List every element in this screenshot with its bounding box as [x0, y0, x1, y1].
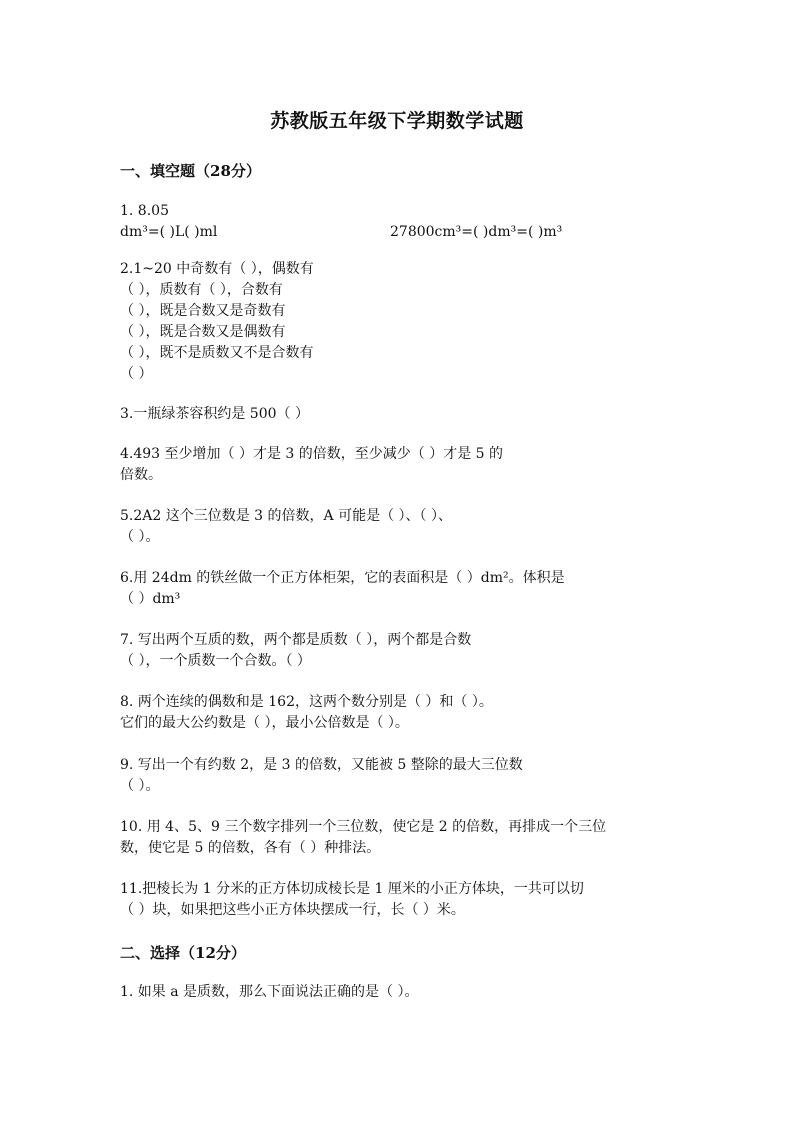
- question-10-line1: 10. 用 4、5、9 三个数字排列一个三位数，使它是 2 的倍数，再排成一个三位: [120, 819, 607, 835]
- question-2-line6: （ ）: [120, 366, 153, 382]
- question-2-line3: （ ），既是合数又是奇数有: [120, 303, 286, 319]
- question-9-line2: （ ）。: [120, 778, 160, 794]
- question-4: [120, 444, 680, 486]
- page-title: 苏教版五年级下学期数学试题: [270, 110, 524, 132]
- question-11-line1: 11.把棱长为 1 分米的正方体切成棱长是 1 厘米的小正方体块，一共可以切: [120, 881, 584, 897]
- section-heading-choice: 二、选择（12分）: [120, 944, 246, 962]
- question-7: [120, 630, 680, 672]
- question-8-line1: 8. 两个连续的偶数和是 162，这两个数分别是（ ）和（ ）。: [120, 694, 493, 710]
- question-9-line1: 9. 写出一个有约数 2，是 3 的倍数，又能被 5 整除的最大三位数: [120, 757, 523, 773]
- question-2: [120, 259, 680, 385]
- question-1: [120, 201, 680, 243]
- section-heading-fill-blank: 一、填空题（28分）: [120, 162, 261, 180]
- question-11-line2: （ ）块，如果把这些小正方体块摆成一行，长（ ）米。: [120, 902, 465, 918]
- question-2-line1: 2.1~20 中奇数有（ ），偶数有: [120, 261, 314, 277]
- question-11: [120, 879, 680, 921]
- question-1-line2: [120, 222, 680, 243]
- question-7-line2: （ ），一个质数一个合数。（ ）: [120, 653, 311, 669]
- question-2-line4: （ ），既是合数又是偶数有: [120, 324, 286, 340]
- question-3: [120, 404, 680, 425]
- question-7-line1: 7. 写出两个互质的数，两个都是质数（ ），两个都是合数: [120, 632, 472, 648]
- question-2-line2: （ ），质数有（ ），合数有: [120, 282, 283, 298]
- question-2-line5: （ ），既不是质数又不是合数有: [120, 345, 314, 361]
- question-1-line2-part-b: 27800cm³=( )dm³=( )m³: [390, 224, 563, 240]
- question-5-line1: 5.2A2 这个三位数是 3 的倍数，A 可能是（ ）、（ ）、: [120, 508, 452, 524]
- question-10: [120, 817, 680, 859]
- question-6: [120, 568, 680, 610]
- question-1-line1: 1. 8.05: [120, 203, 169, 219]
- choice-question-1-line1: 1. 如果 a 是质数，那么下面说法正确的是（ ）。: [120, 984, 419, 1000]
- question-6-line1: 6.用 24dm 的铁丝做一个正方体柜架，它的表面积是（ ）dm²。体积是: [120, 570, 565, 586]
- question-3-line1: 3.一瓶绿茶容积约是 500（ ）: [120, 406, 309, 422]
- question-1-line2-part-a: dm³=( )L( )ml: [120, 224, 218, 240]
- question-9: [120, 755, 680, 797]
- question-8-line2: 它们的最大公约数是（ ），最小公倍数是（ ）。: [120, 715, 409, 731]
- question-5: [120, 506, 680, 548]
- choice-question-1: [120, 982, 680, 1003]
- question-4-line2: 倍数。: [120, 467, 162, 483]
- question-6-line2: （ ）dm³: [120, 591, 181, 607]
- question-8: [120, 692, 680, 734]
- question-4-line1: 4.493 至少增加（ ）才是 3 的倍数，至少减少（ ）才是 5 的: [120, 446, 504, 462]
- question-5-line2: （ ）。: [120, 529, 160, 545]
- question-10-line2: 数，使它是 5 的倍数，各有（ ）种排法。: [120, 840, 381, 856]
